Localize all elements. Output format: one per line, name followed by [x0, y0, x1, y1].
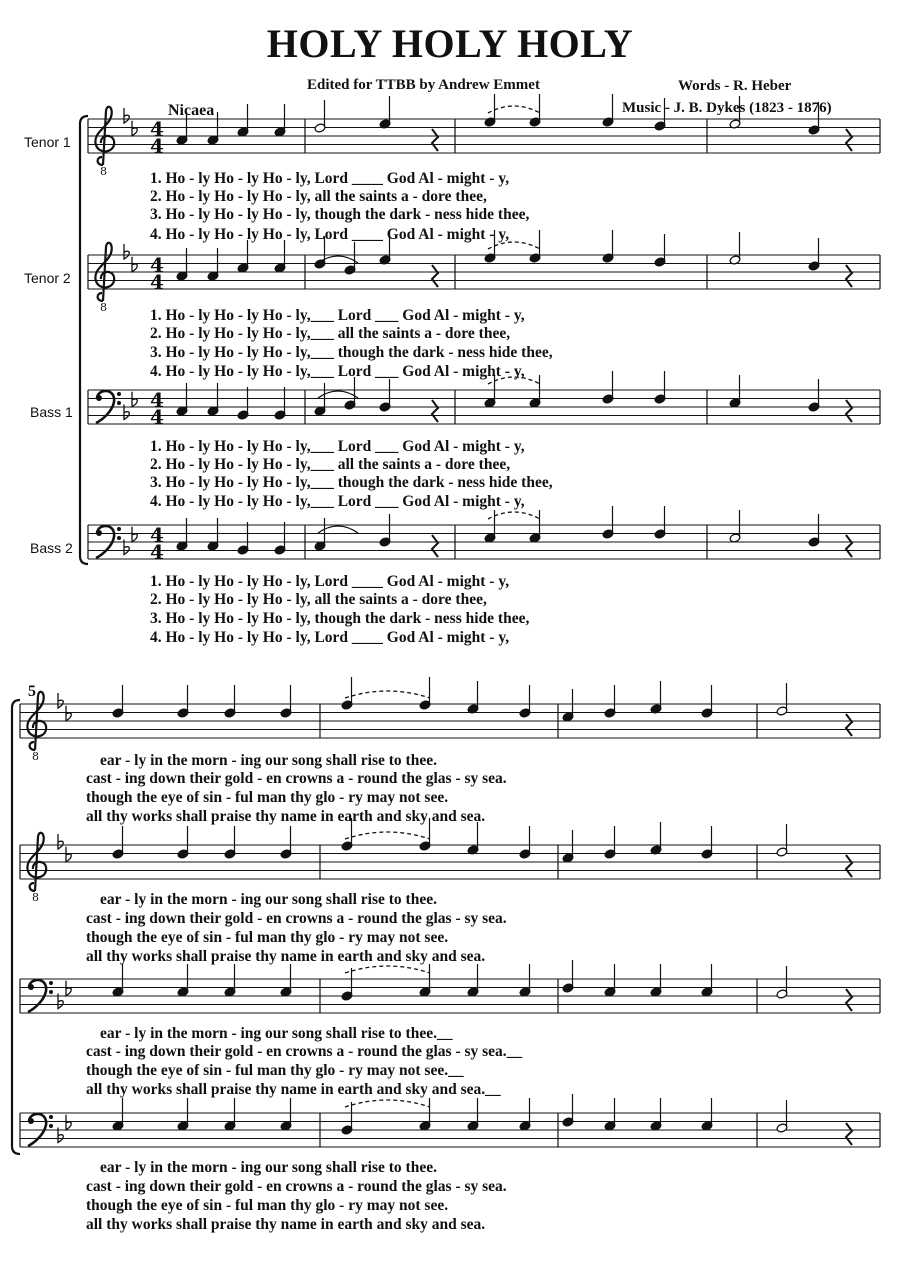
bass-clef [117, 536, 121, 540]
part-label-bass2: Bass 2 [30, 540, 73, 556]
system-brace [12, 700, 20, 1154]
system-brace [80, 116, 88, 564]
lyric-line: all thy works shall praise thy name in earth and sky and sea. [86, 1216, 486, 1233]
octave-8: 8 [100, 165, 107, 178]
lyric-line: 1. Ho - ly Ho - ly Ho - ly, Lord ____ God Al - might - y, [150, 170, 510, 187]
lyric-line: cast - ing down their gold - en crowns a - round the glas - sy sea. [86, 910, 507, 927]
quarter-rest [432, 129, 438, 151]
bass-clef [49, 990, 53, 994]
bass-clef [49, 1115, 53, 1119]
lyric-line: 4. Ho - ly Ho - ly Ho - ly, Lord ____ God Al - might - y, [150, 226, 510, 243]
octave-8: 8 [32, 750, 39, 763]
flat-sign [132, 121, 137, 136]
quarter-rest [846, 1123, 852, 1145]
bass-clef [117, 401, 121, 405]
slur [488, 242, 540, 249]
flat-sign [124, 244, 129, 259]
lyric-line: 2. Ho - ly Ho - ly Ho - ly,___ all the saints a - dore thee, [150, 325, 511, 342]
quarter-rest [432, 535, 438, 557]
bass-clef [49, 1124, 53, 1128]
time-signature: 4 [150, 388, 164, 412]
lyric-line: 3. Ho - ly Ho - ly Ho - ly,___ though the dark - ness hide thee, [150, 344, 553, 361]
measure-number: 5 [28, 683, 36, 700]
bass-clef [117, 527, 121, 531]
flat-sign [66, 706, 71, 721]
lyric-line: ear - ly in the morn - ing our song shall rise to thee. [100, 752, 437, 769]
lyric-line: 1. Ho - ly Ho - ly Ho - ly,___ Lord ___ God Al - might - y, [150, 307, 525, 324]
flat-sign [66, 981, 71, 996]
editor-credit: Edited for TTBB by Andrew Emmet [307, 77, 540, 93]
flat-sign [66, 1115, 71, 1130]
lyric-line: all thy works shall praise thy name in earth and sky and sea.__ [86, 1081, 501, 1098]
slur [488, 377, 540, 384]
lyric-line: ear - ly in the morn - ing our song shall rise to thee. [100, 891, 437, 908]
time-signature: 4 [150, 117, 164, 141]
music-credit: Music - J. B. Dykes (1823 - 1876) [622, 100, 832, 116]
slur [345, 966, 430, 973]
lyric-line: 2. Ho - ly Ho - ly Ho - ly, all the saints a - dore thee, [150, 591, 487, 608]
lyric-line: 2. Ho - ly Ho - ly Ho - ly, all the saints a - dore thee, [150, 188, 487, 205]
time-signature: 4 [150, 540, 164, 564]
bass-clef [49, 981, 53, 985]
time-signature: 4 [150, 270, 164, 294]
lyric-line: 2. Ho - ly Ho - ly Ho - ly,___ all the saints a - dore thee, [150, 456, 511, 473]
flat-sign [124, 108, 129, 123]
words-credit: Words - R. Heber [678, 78, 792, 94]
lyric-line: 1. Ho - ly Ho - ly Ho - ly,___ Lord ___ God Al - might - y, [150, 438, 525, 455]
tune-name: Nicaea [168, 102, 215, 119]
lyric-line: cast - ing down their gold - en crowns a - round the glas - sy sea. [86, 770, 507, 787]
lyric-line: ear - ly in the morn - ing our song shall rise to thee.__ [100, 1025, 453, 1042]
lyric-line: though the eye of sin - ful man thy glo - ry may not see. [86, 789, 449, 806]
time-signature: 4 [150, 134, 164, 158]
quarter-rest [432, 400, 438, 422]
lyric-line: though the eye of sin - ful man thy glo - ry may not see. [86, 929, 449, 946]
part-label-tenor2: Tenor 2 [24, 270, 71, 286]
lyric-line: cast - ing down their gold - en crowns a - round the glas - sy sea.__ [86, 1043, 523, 1060]
quarter-rest [432, 265, 438, 287]
quarter-rest [846, 535, 852, 557]
lyric-line: though the eye of sin - ful man thy glo - ry may not see. [86, 1197, 449, 1214]
bass-clef [96, 530, 102, 536]
part-label-bass1: Bass 1 [30, 404, 73, 420]
quarter-rest [846, 855, 852, 877]
quarter-rest [846, 989, 852, 1011]
flat-sign [132, 257, 137, 272]
lyric-line: cast - ing down their gold - en crowns a - round the glas - sy sea. [86, 1178, 507, 1195]
part-label-tenor1: Tenor 1 [24, 134, 71, 150]
bass-clef [28, 984, 34, 990]
bass-clef [96, 395, 102, 401]
flat-sign [66, 847, 71, 862]
bass-clef [28, 1118, 34, 1124]
slur [488, 512, 540, 519]
flat-sign [58, 834, 63, 849]
flat-sign [58, 693, 63, 708]
lyric-line: though the eye of sin - ful man thy glo - ry may not see.__ [86, 1062, 464, 1079]
slur [488, 106, 540, 113]
lyric-line: 4. Ho - ly Ho - ly Ho - ly, Lord ____ God Al - might - y, [150, 629, 510, 646]
lyric-line: 3. Ho - ly Ho - ly Ho - ly,___ though the dark - ness hide thee, [150, 474, 553, 491]
lyric-line: all thy works shall praise thy name in earth and sky and sea. [86, 948, 486, 965]
quarter-rest [846, 265, 852, 287]
page-title: HOLY HOLY HOLY [266, 21, 634, 66]
time-signature: 4 [150, 405, 164, 429]
octave-8: 8 [32, 891, 39, 904]
lyric-line: 4. Ho - ly Ho - ly Ho - ly,___ Lord ___ God Al - might - y, [150, 493, 525, 510]
lyric-line: 4. Ho - ly Ho - ly Ho - ly,___ Lord ___ God Al - might - y, [150, 363, 525, 380]
bass-clef [117, 392, 121, 396]
octave-8: 8 [100, 301, 107, 314]
lyric-line: all thy works shall praise thy name in earth and sky and sea. [86, 808, 486, 825]
lyric-line: ear - ly in the morn - ing our song shall rise to thee. [100, 1159, 437, 1176]
slur [345, 832, 430, 839]
quarter-rest [846, 400, 852, 422]
lyric-line: 3. Ho - ly Ho - ly Ho - ly, though the dark - ness hide thee, [150, 206, 530, 223]
quarter-rest [846, 129, 852, 151]
quarter-rest [846, 714, 852, 736]
time-signature: 4 [150, 523, 164, 547]
flat-sign [132, 527, 137, 542]
lyric-line: 1. Ho - ly Ho - ly Ho - ly, Lord ____ God Al - might - y, [150, 573, 510, 590]
time-signature: 4 [150, 253, 164, 277]
slur [345, 1100, 430, 1107]
flat-sign [132, 392, 137, 407]
lyric-line: 3. Ho - ly Ho - ly Ho - ly, though the dark - ness hide thee, [150, 610, 530, 627]
slur [345, 691, 430, 698]
